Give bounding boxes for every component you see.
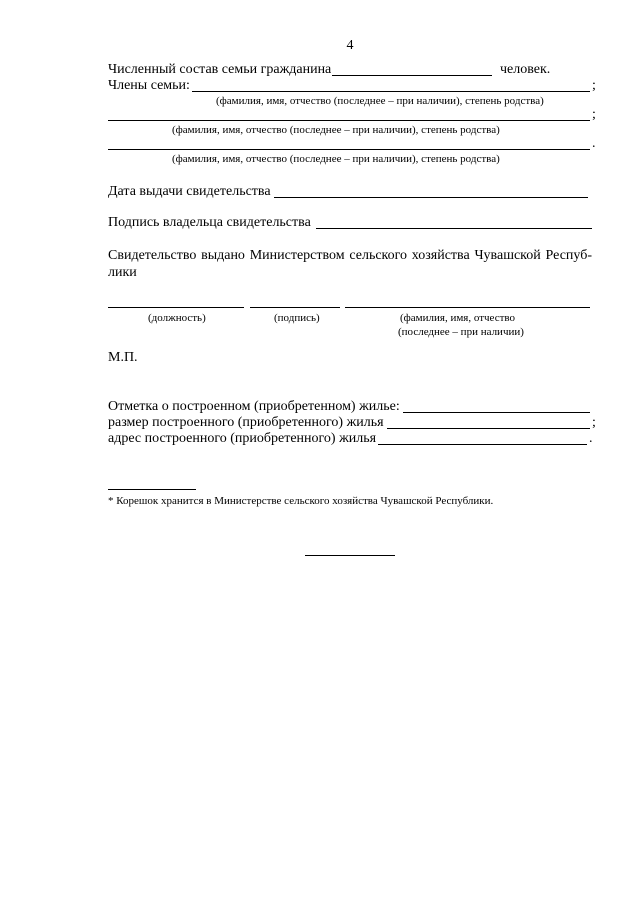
position-hint: (должность) — [148, 312, 206, 324]
housing-mark-label: Отметка о построенном (приобретенном) жилье: — [108, 399, 400, 414]
signature-hint: (подпись) — [274, 312, 320, 324]
position-blank[interactable] — [108, 307, 244, 308]
name-blank[interactable] — [345, 307, 590, 308]
stamp-place: М.П. — [108, 350, 138, 365]
housing-size-semicolon: ; — [592, 415, 596, 430]
family-members-label: Члены семьи: — [108, 78, 190, 93]
page-number: 4 — [346, 38, 354, 53]
housing-address-period: . — [589, 431, 593, 446]
housing-address-label: адрес построенного (приобретенного) жилья — [108, 431, 377, 446]
housing-address-blank[interactable] — [378, 444, 587, 445]
owner-signature-blank[interactable] — [316, 228, 592, 229]
family-member-hint-3: (фамилия, имя, отчество (последнее – при наличии), степень родства) — [172, 153, 500, 165]
name-hint-line-2: (последнее – при наличии) — [398, 326, 524, 338]
family-member-semicolon-2: ; — [592, 107, 596, 122]
end-of-document-line — [305, 555, 395, 556]
family-member-hint-1: (фамилия, имя, отчество (последнее – при наличии), степень родства) — [216, 95, 544, 107]
footnote: * Корешок хранится в Министерстве сельского хозяйства Чувашской Республики. — [108, 495, 494, 507]
issue-date-label: Дата выдачи свидетельства — [108, 184, 271, 199]
family-member-period-3: . — [592, 136, 596, 151]
family-member-blank-2[interactable] — [108, 120, 590, 121]
family-member-blank-3[interactable] — [108, 149, 590, 150]
family-count-label: Численный состав семьи гражданина — [108, 62, 332, 77]
issued-by-line-1: Свидетельство выдано Министерством сельского хозяйства Чувашской Респуб- — [108, 248, 592, 263]
family-member-blank-1[interactable] — [192, 91, 590, 92]
name-hint-line-1: (фамилия, имя, отчество — [400, 312, 516, 324]
issue-date-blank[interactable] — [274, 197, 588, 198]
issued-by-line-2: лики — [108, 265, 137, 280]
footnote-separator — [108, 489, 196, 490]
housing-size-blank[interactable] — [387, 428, 590, 429]
family-member-semicolon-1: ; — [592, 78, 596, 93]
family-count-blank[interactable] — [332, 75, 492, 76]
owner-signature-label: Подпись владельца свидетельства — [108, 215, 311, 230]
housing-mark-blank[interactable] — [403, 412, 590, 413]
housing-size-label: размер построенного (приобретенного) жилья — [108, 415, 384, 430]
family-count-suffix: человек. — [500, 62, 551, 77]
family-member-hint-2: (фамилия, имя, отчество (последнее – при наличии), степень родства) — [172, 124, 500, 136]
signature-blank[interactable] — [250, 307, 340, 308]
